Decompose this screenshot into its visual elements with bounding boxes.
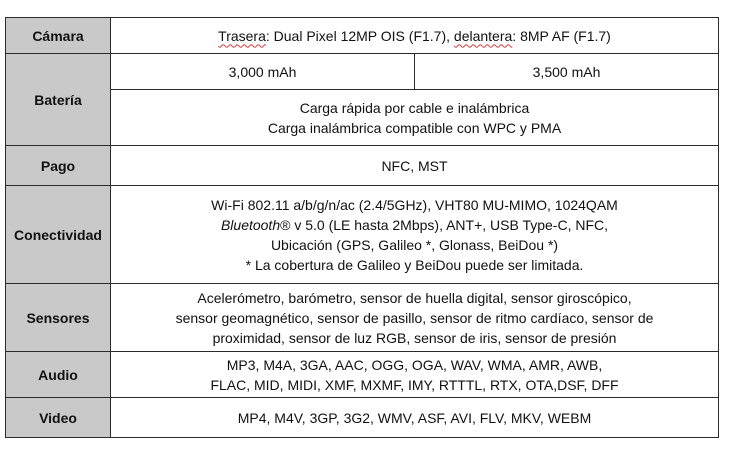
conn-line-2	[115, 215, 714, 235]
battery-charge	[111, 90, 719, 146]
sensor-line-2: sensor geomagnético, sensor de pasillo, sensor de ritmo cardíaco, sensor de	[175, 309, 654, 326]
rear-value: : Dual Pixel 12MP OIS (F1.7),	[265, 27, 454, 44]
specs-table	[5, 17, 719, 438]
charge-line-2: Carga inalámbrica compatible con WPC y PMA	[267, 119, 562, 136]
value-sensores	[111, 284, 719, 352]
bluetooth-rest: ® v 5.0 (LE hasta 2Mbps), ANT+, USB Type-C, NFC,	[280, 216, 609, 233]
rear-word: Trasera	[218, 27, 266, 44]
battery-capacity-a: 3,000 mAh	[111, 54, 415, 90]
sensor-line-3: proximidad, sensor de luz RGB, sensor de iris, sensor de presión	[212, 329, 617, 346]
label-camara: Cámara	[6, 18, 111, 54]
row-audio	[6, 352, 719, 398]
conn-line-3: Ubicación (GPS, Galileo *, Glonass, BeiDou *)	[270, 236, 559, 253]
charge-line-1: Carga rápida por cable e inalámbrica	[299, 99, 530, 116]
value-camara	[111, 18, 719, 54]
front-value: : 8MP AF (F1.7)	[512, 27, 611, 44]
audio-line-2: FLAC, MID, MIDI, XMF, MXMF, IMY, RTTTL, RTX, OTA,DSF, DFF	[210, 376, 619, 393]
label-pago: Pago	[6, 146, 111, 186]
value-audio	[111, 352, 719, 398]
row-conectividad	[6, 186, 719, 284]
label-video: Video	[6, 398, 111, 438]
bluetooth-brand: Bluetooth	[220, 216, 281, 233]
label-conectividad: Conectividad	[6, 186, 111, 284]
value-conectividad	[111, 186, 719, 284]
row-video	[6, 398, 719, 438]
label-bateria: Batería	[6, 54, 111, 146]
row-bateria-capacity	[6, 54, 719, 90]
audio-line-1: MP3, M4A, 3GA, AAC, OGG, OGA, WAV, WMA, AMR, AWB,	[226, 356, 603, 373]
value-pago: NFC, MST	[111, 146, 719, 186]
battery-capacity-b: 3,500 mAh	[415, 54, 719, 90]
row-bateria-charge	[6, 90, 719, 146]
sensor-line-1: Acelerómetro, barómetro, sensor de huella digital, sensor giroscópico,	[197, 289, 632, 306]
conn-line-1: Wi-Fi 802.11 a/b/g/n/ac (2.4/5GHz), VHT80 MU-MIMO, 1024QAM	[211, 196, 618, 213]
row-pago	[6, 146, 719, 186]
label-sensores: Sensores	[6, 284, 111, 352]
label-audio: Audio	[6, 352, 111, 398]
conn-line-4: * La cobertura de Galileo y BeiDou puede ser limitada.	[245, 256, 584, 273]
row-sensores	[6, 284, 719, 352]
value-video: MP4, M4V, 3GP, 3G2, WMV, ASF, AVI, FLV, MKV, WEBM	[111, 398, 719, 438]
front-word: delantera	[453, 27, 513, 44]
row-camara	[6, 18, 719, 54]
